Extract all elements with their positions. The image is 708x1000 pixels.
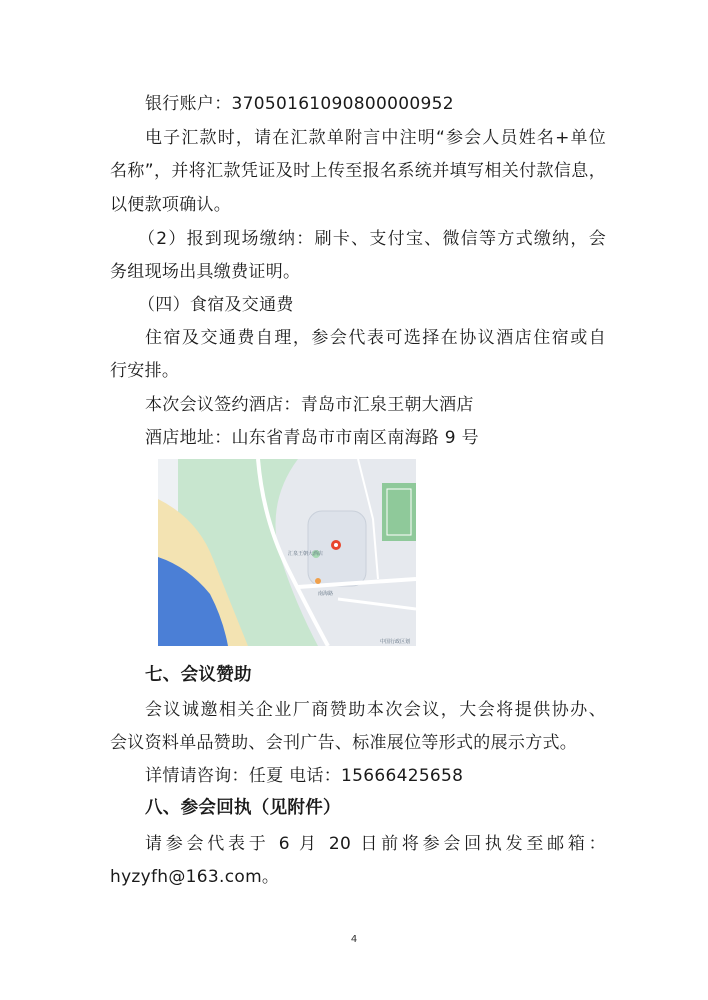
- remit-line-1: 电子汇款时，请在汇款单附言中注明“参会人员姓名+单位: [145, 128, 606, 148]
- receipt-line-1: 请参会代表于 6 月 20 日前将参会回执发至邮箱：: [145, 834, 606, 854]
- receipt-line-2: hyzyfh@163.com。: [110, 867, 280, 887]
- sponsor-line-2: 会议资料单品赞助、会刊广告、标准展位等形式的展示方式。: [110, 733, 578, 753]
- map-watermark: 中国行政区划: [380, 639, 411, 645]
- remit-line-2: 名称”，并将汇款凭证及时上传至报名系统并填写相关付款信息，: [110, 161, 606, 181]
- map-road-label: 南海路: [318, 591, 334, 597]
- map-hotel-label: 汇泉王朝大酒店: [288, 551, 324, 557]
- address-line: 酒店地址：山东省青岛市市南区南海路 9 号: [145, 428, 479, 448]
- hotel-line: 本次会议签约酒店：青岛市汇泉王朝大酒店: [145, 395, 474, 415]
- onsite-line-1: （2）报到现场缴纳：刷卡、支付宝、微信等方式缴纳，会: [138, 229, 606, 249]
- hotel-location-map: [158, 459, 416, 646]
- section-8-heading: 八、参会回执（见附件）: [145, 798, 341, 818]
- lodging-line-1: 住宿及交通费自理，参会代表可选择在协议酒店住宿或自: [145, 328, 606, 348]
- contact-line: 详情请咨询：任夏 电话：15666425658: [145, 766, 464, 786]
- section-4-title: （四）食宿及交通费: [138, 295, 294, 315]
- lodging-line-2: 行安排。: [110, 361, 180, 381]
- section-7-heading: 七、会议赞助: [145, 665, 252, 685]
- onsite-line-2: 务组现场出具缴费证明。: [110, 262, 301, 282]
- sponsor-line-1: 会议诚邀相关企业厂商赞助本次会议，大会将提供协办、: [145, 700, 606, 720]
- bank-account-line: 银行账户：37050161090800000952: [145, 94, 454, 114]
- page-number: 4: [350, 934, 358, 945]
- remit-line-3: 以便款项确认。: [110, 195, 232, 215]
